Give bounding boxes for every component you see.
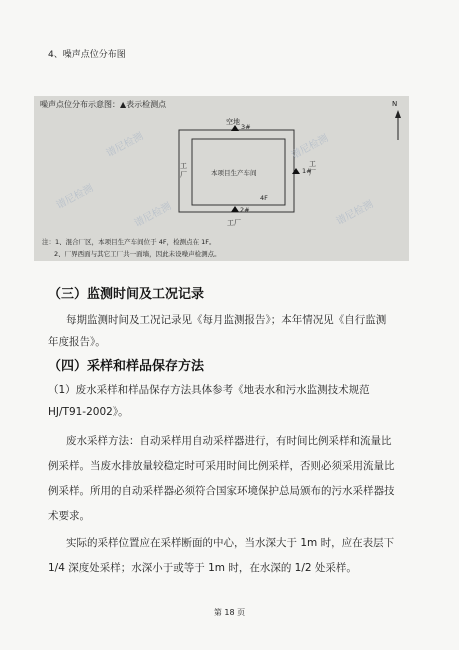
point-1-marker	[292, 168, 300, 174]
paragraph-line: 1/4 深度处采样；水深小于或等于 1m 时，在水深的 1/2 处采样。	[48, 562, 357, 574]
label-point-3: 3#	[241, 123, 251, 131]
label-point-2: 2#	[240, 206, 250, 214]
label-workshop: 本项目生产车间	[211, 169, 257, 177]
label-floor: 4F	[260, 194, 268, 202]
paragraph-line: 术要求。	[48, 510, 90, 522]
label-factory-east: 工厂	[309, 160, 316, 177]
watermark: 谱尼检测	[289, 133, 331, 162]
figure-note-2: 2、厂界西面与其它工厂共一面墙，因此未设噪声检测点。	[54, 250, 221, 258]
label-factory-south: 工厂	[227, 219, 241, 227]
paragraph-line: 例采样。所用的自动采样器必须符合国家环境保护总局颁布的污水采样器技	[48, 485, 395, 497]
watermark: 谱尼检测	[104, 131, 146, 160]
section-title-sampling: （四）采样和样品保存方法	[48, 359, 205, 374]
section-title-monitoring-time: （三）监测时间及工况记录	[48, 287, 205, 302]
paragraph-line: （1）废水采样和样品保存方法具体参考《地表水和污水监测技术规范	[48, 384, 370, 396]
paragraph-line: 实际的采样位置应在采样断面的中心，当水深大于 1m 时，应在表层下	[66, 537, 395, 549]
watermark: 谱尼检测	[334, 199, 376, 228]
paragraph-line: 例采样。当废水排放量较稳定时可采用时间比例采样，否则必须采用流量比	[48, 460, 395, 472]
paragraph-line: 每期监测时间及工况记录见《每月监测报告》；本年情况见《自行监测	[66, 314, 387, 326]
watermark: 谱尼检测	[54, 183, 96, 212]
paragraph-line: HJ/T91-2002》。	[48, 406, 129, 418]
paragraph-line: 废水采样方法：自动采样用自动采样器进行，有时间比例采样和流量比	[66, 435, 392, 447]
figure-caption: 噪声点位分布示意图：▲表示检测点	[40, 100, 167, 109]
point-2-marker	[231, 206, 239, 212]
paragraph-line: 年度报告》。	[48, 336, 106, 348]
watermark: 谱尼检测	[132, 201, 174, 230]
figure-note-1: 注：1、混合厂区，本项目生产车间位于 4F，检测点在 1F。	[42, 238, 216, 246]
north-label: N	[392, 100, 398, 108]
subheading-noise-map: 4、噪声点位分布图	[48, 50, 126, 60]
north-arrow-head	[395, 110, 401, 118]
label-open-space: 空地	[226, 118, 240, 126]
page-number: 第 18 页	[213, 608, 246, 617]
label-point-1: 1#	[302, 167, 312, 175]
label-factory-west: 工厂	[180, 162, 187, 179]
noise-point-figure	[34, 96, 409, 261]
